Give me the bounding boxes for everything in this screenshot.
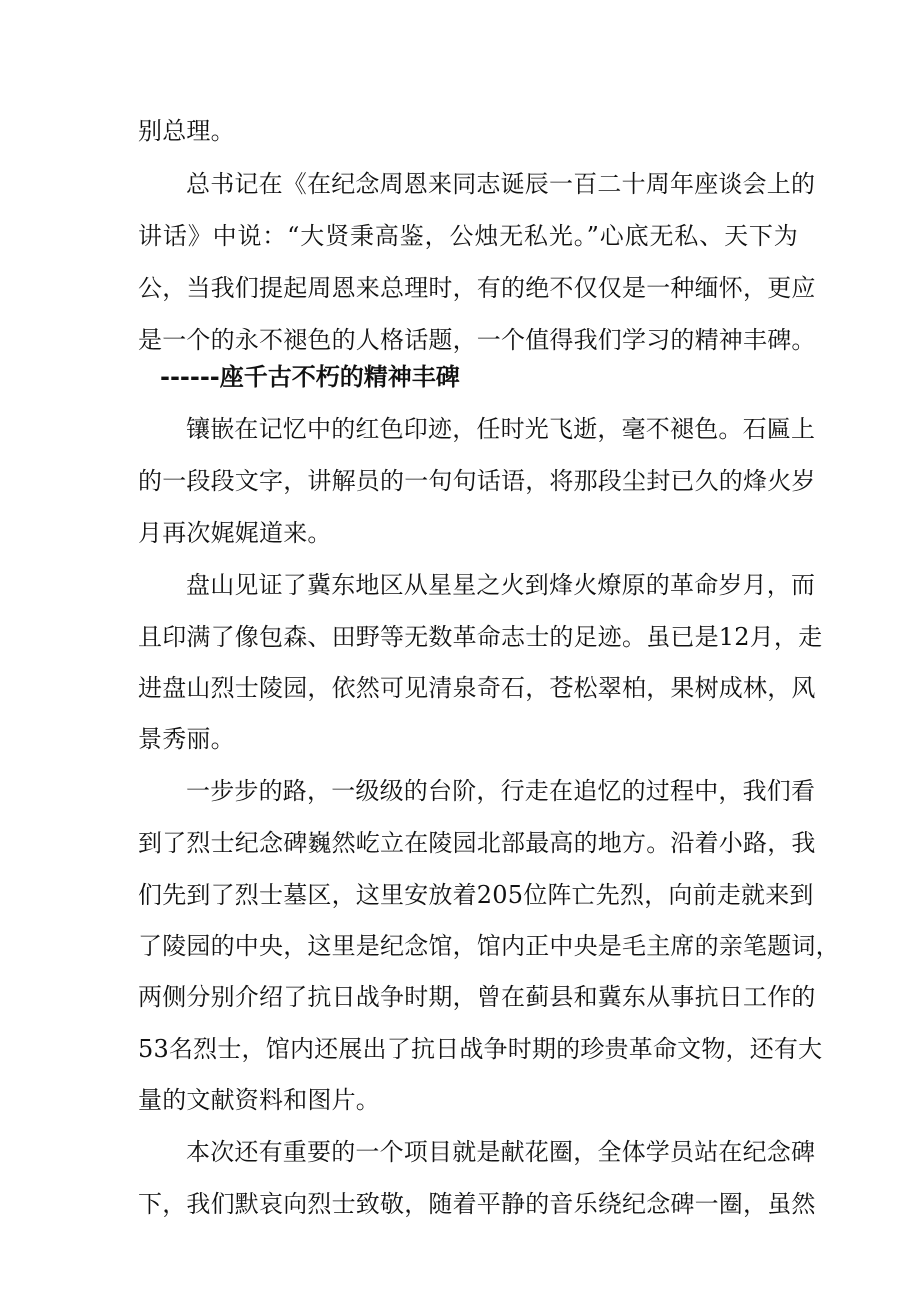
paragraph-first-line: 盘山见证了冀东地区从星星之火到烽火燎原的革命岁月，而 xyxy=(186,571,816,599)
paragraph-first-line: 镶嵌在记忆中的红色印迹，任时光飞逝，毫不褪色。石匾上 xyxy=(186,415,816,443)
text-line: 了陵园的中央，这里是纪念馆，馆内正中央是毛主席的亲笔题词， xyxy=(138,932,840,960)
text-line: 公，当我们提起周恩来总理时，有的绝不仅仅是一种缅怀，更应 xyxy=(138,274,816,302)
text-line: 下，我们默哀向烈士致敬，随着平静的音乐绕纪念碑一圈，虽然 xyxy=(138,1190,816,1218)
text-line: 月再次娓娓道来。 xyxy=(138,519,332,547)
text-line: 讲话》中说：“大贤秉高鉴，公烛无私光。”心底无私、天下为 xyxy=(138,222,798,250)
paragraph-first-line: 一步步的路，一级级的台阶，行走在追忆的过程中，我们看 xyxy=(186,777,816,805)
text-line: 到了烈士纪念碑巍然屹立在陵园北部最高的地方。沿着小路，我 xyxy=(138,829,816,857)
text-line: 两侧分别介绍了抗日战争时期，曾在蓟县和冀东从事抗日工作的 xyxy=(138,983,816,1011)
paragraph-first-line: 本次还有重要的一个项目就是献花圈，全体学员站在纪念碑 xyxy=(186,1138,816,1166)
text-line: 量的文献资料和图片。 xyxy=(138,1086,380,1114)
text-line: 是一个的永不褪色的人格话题，一个值得我们学习的精神丰碑。 xyxy=(138,326,816,354)
text-line: 别总理。 xyxy=(138,117,235,145)
text-line: 且印满了像包森、田野等无数革命志士的足迹。虽已是12月，走 xyxy=(138,623,823,651)
text-line: 景秀丽。 xyxy=(138,725,235,753)
paragraph-first-line: 总书记在《在纪念周恩来同志诞辰一百二十周年座谈会上的 xyxy=(186,170,816,198)
text-line: 53名烈士，馆内还展出了抗日战争时期的珍贵革命文物，还有大 xyxy=(138,1035,823,1063)
section-heading: ------座千古不朽的精神丰碑 xyxy=(160,363,460,391)
text-line: 的一段段文字，讲解员的一句句话语，将那段尘封已久的烽火岁 xyxy=(138,467,816,495)
text-line: 进盘山烈士陵园，依然可见清泉奇石，苍松翠柏，果树成林，风 xyxy=(138,674,816,702)
text-line: 们先到了烈士墓区，这里安放着205位阵亡先烈，向前走就来到 xyxy=(138,881,814,909)
